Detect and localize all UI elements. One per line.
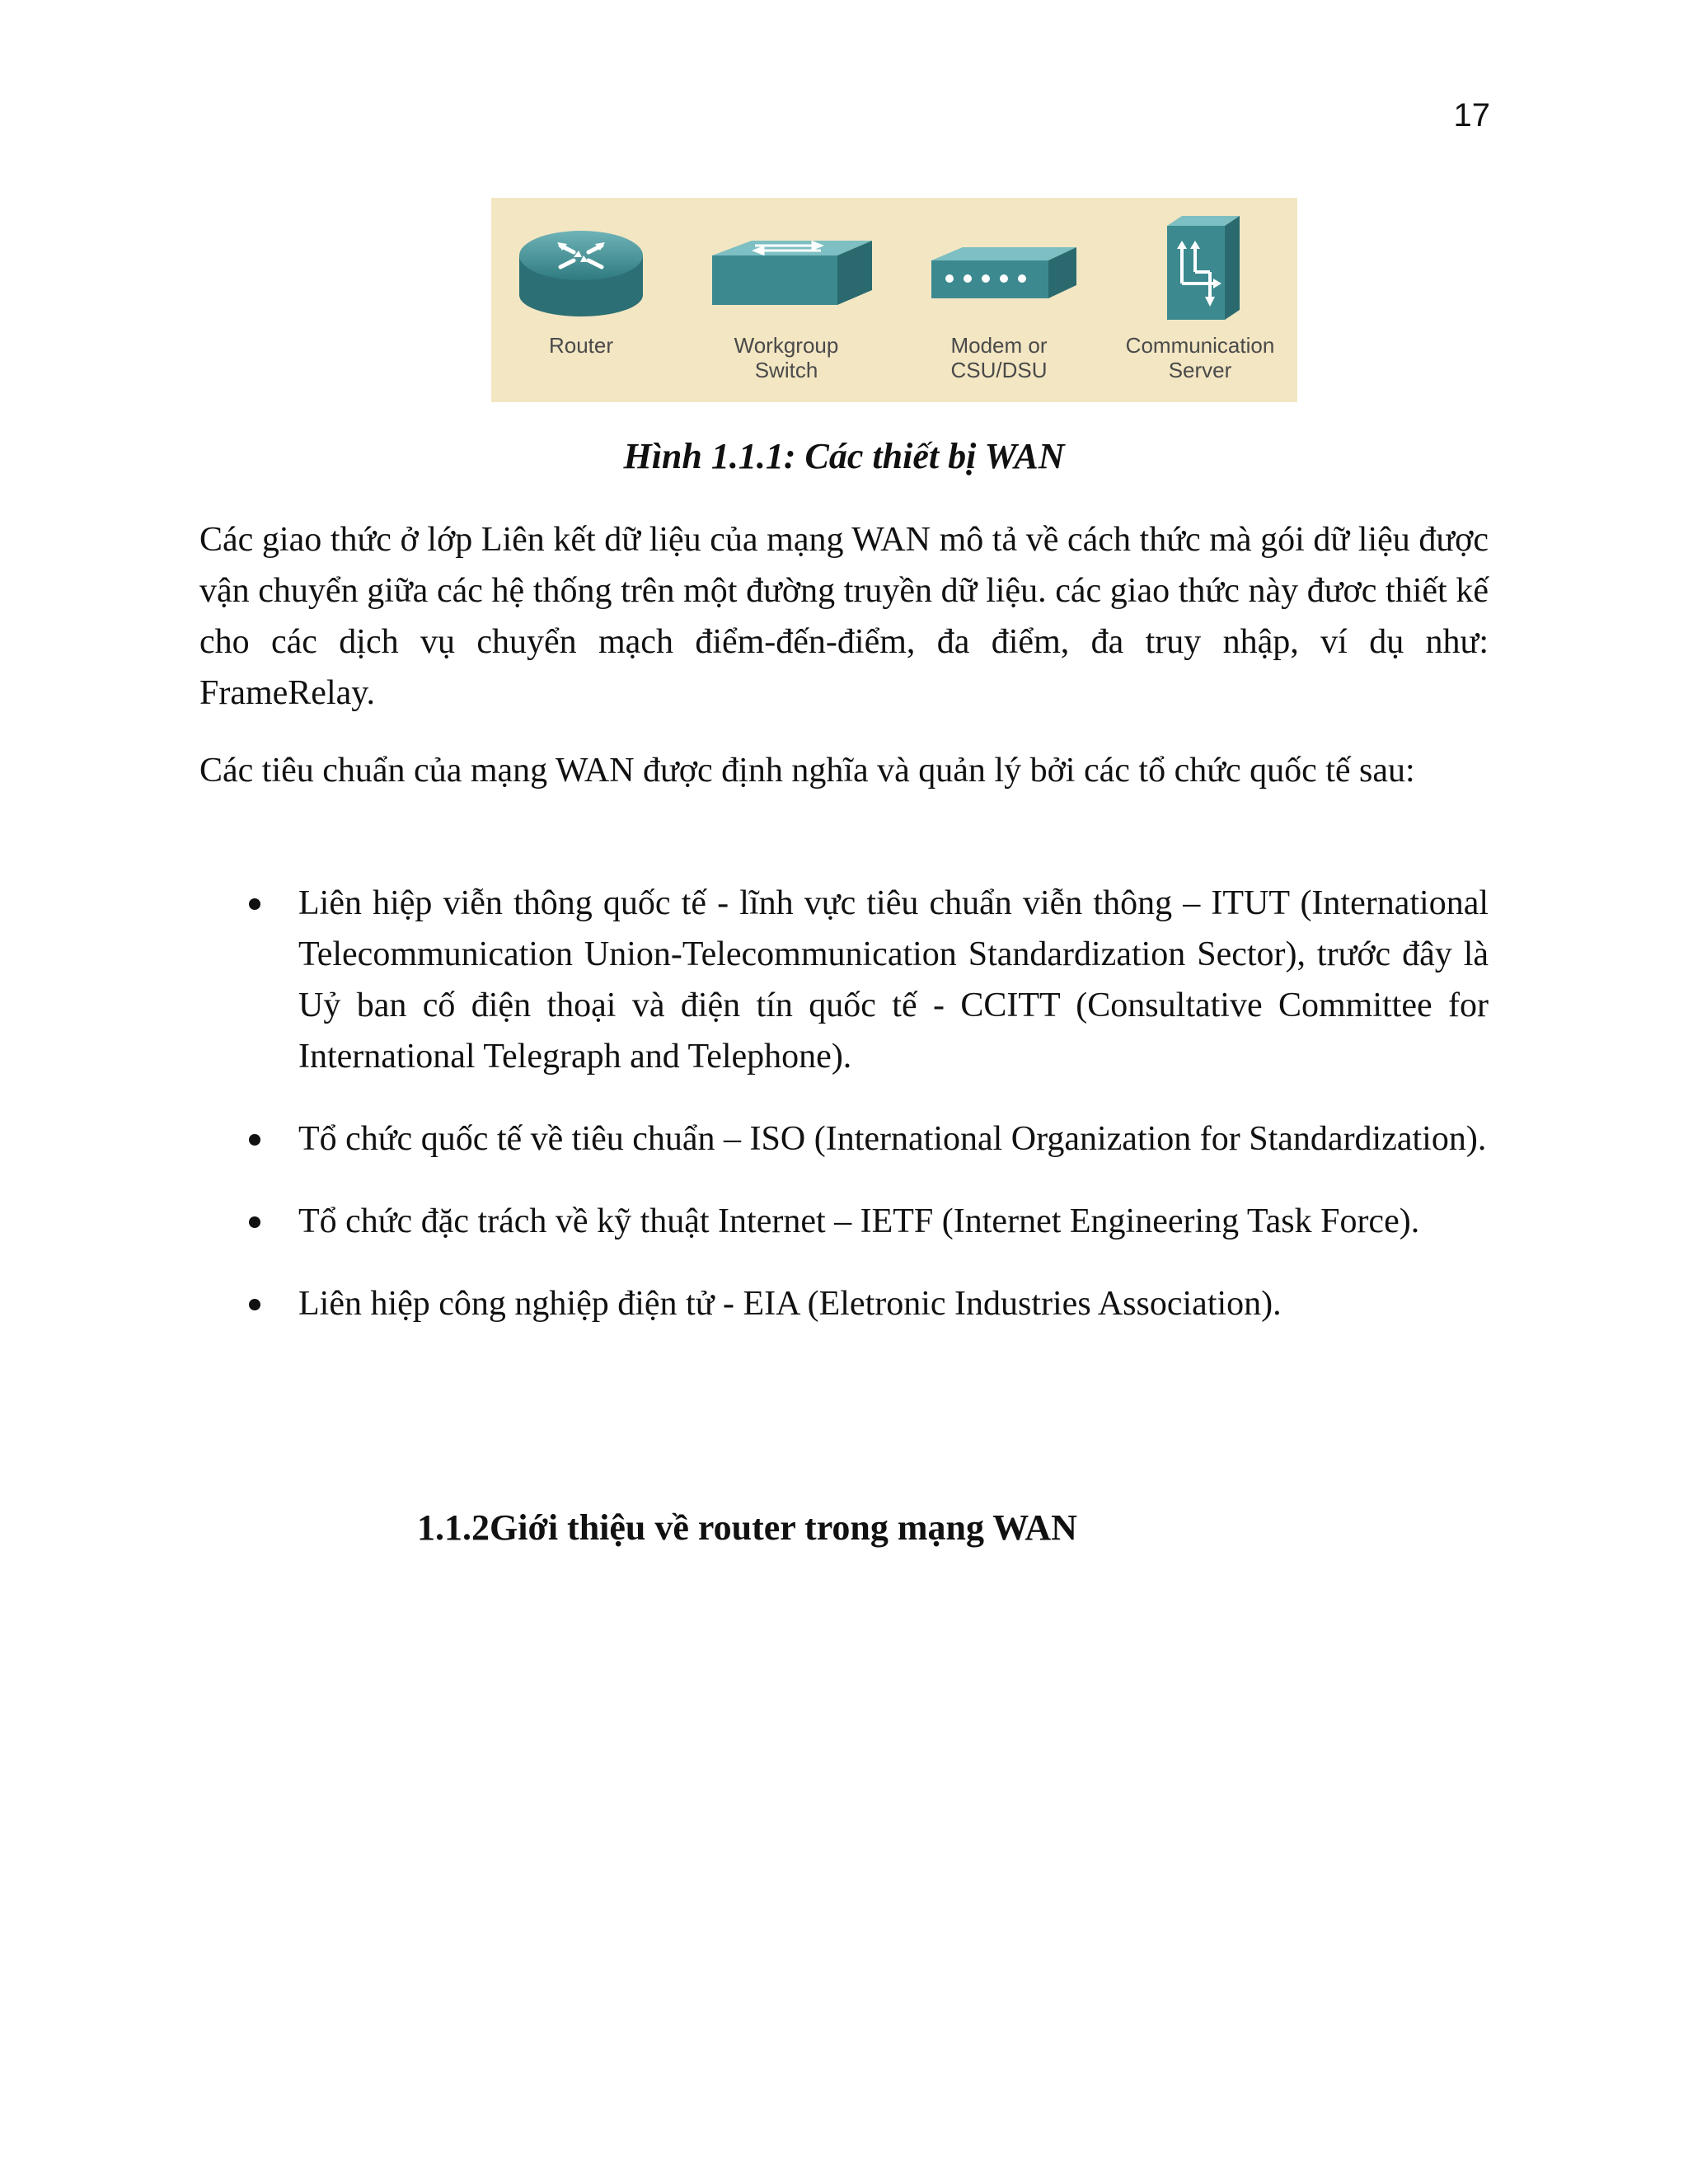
figure-caption: Hình 1.1.1: Các thiết bị WAN <box>623 436 1065 476</box>
list-item <box>199 1196 1489 1247</box>
paragraph: Các giao thức ở lớp Liên kết dữ liệu của mạng WAN mô tả về cách thức mà gói dữ liệu được vận chuyển giữa các hệ thống trên một đường truyền dữ liệu. các giao thức này đươc thiết kế cho các dịch vụ chuyển mạch điểm-đến-điểm, đa điểm, đa truy nhập, ví dụ như: FrameRelay. <box>199 521 1489 712</box>
device-label: Workgroup Switch <box>734 333 839 382</box>
workgroup-switch-icon <box>689 198 884 330</box>
communication-server-device <box>1109 198 1291 402</box>
list-item <box>199 1278 1489 1329</box>
device-label: Modem or CSU/DSU <box>950 333 1048 382</box>
bullet-icon <box>249 1216 260 1228</box>
bullet-icon <box>249 898 260 910</box>
workgroup-switch-device <box>689 198 884 402</box>
page-number: 17 <box>1453 97 1490 134</box>
standards-bullet-list <box>199 878 1489 1361</box>
section-heading: 1.1.2Giới thiệu về router trong mạng WAN <box>417 1507 1077 1548</box>
list-item-text: Tổ chức đặc trách về kỹ thuật Internet – IETF (Internet Engineering Task Force). <box>298 1202 1420 1240</box>
modem-device <box>910 198 1088 402</box>
list-item-text: Liên hiệp công nghiệp điện tử - EIA (Eletronic Industries Association). <box>298 1285 1282 1323</box>
paragraph: Các tiêu chuẩn của mạng WAN được định nghĩa và quản lý bởi các tổ chức quốc tế sau: <box>199 752 1415 790</box>
list-item <box>199 878 1489 1082</box>
communication-server-icon <box>1109 198 1291 330</box>
list-item <box>199 1113 1489 1165</box>
device-label: Router <box>548 333 614 358</box>
list-item-text: Liên hiệp viễn thông quốc tế - lĩnh vực tiêu chuẩn viễn thông – ITUT (International Telecommunication Union-Telecommunication Standardization Sector), trước đây là Uỷ ban cố điện thoại và điện tín quốc tế - CCITT (Consultative Committee for International Telegraph and Telephone). <box>298 884 1489 1076</box>
bullet-icon <box>249 1299 260 1310</box>
modem-icon <box>910 198 1088 330</box>
router-icon <box>508 198 654 330</box>
wan-devices-figure <box>491 198 1297 402</box>
router-device <box>508 198 654 402</box>
device-label: Communication Server <box>1125 333 1275 382</box>
bullet-icon <box>249 1134 260 1146</box>
list-item-text: Tổ chức quốc tế về tiêu chuẩn – ISO (International Organization for Standardization). <box>298 1120 1487 1158</box>
